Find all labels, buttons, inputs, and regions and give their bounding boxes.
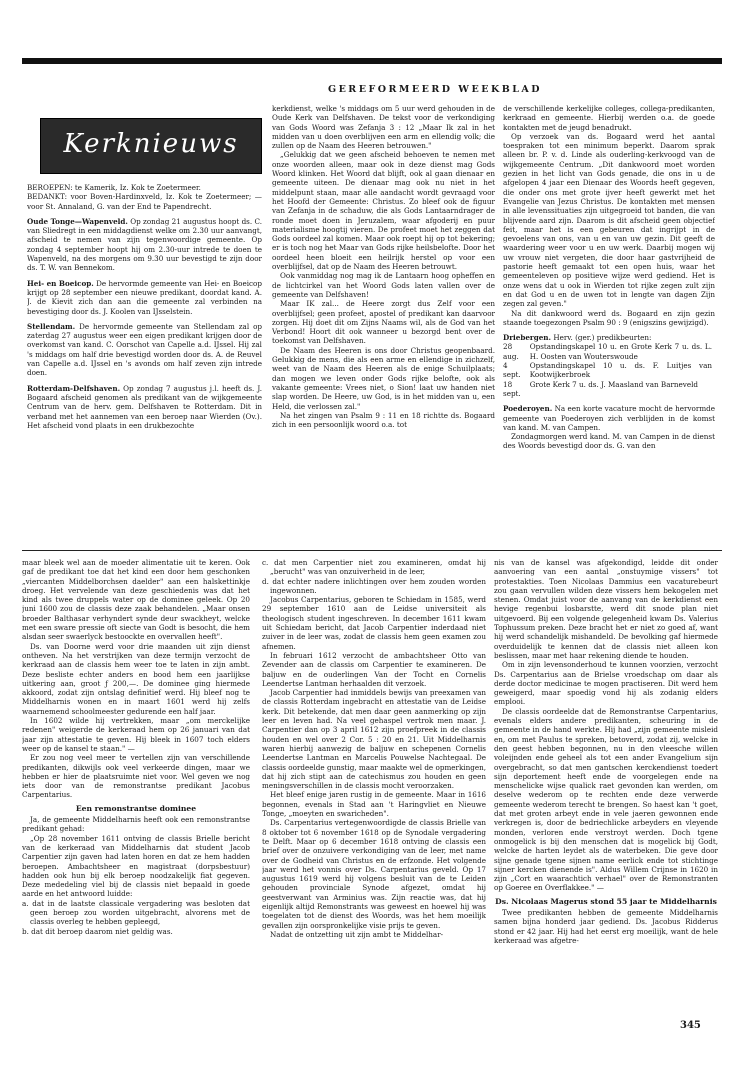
paragraph: Jacobus Carpentarius, geboren te Schiedam in 1585, werd 29 september 1610 aan de Leidse universiteit als theologisch student ingeschreven. In december 1611 kwam uit Schiedam bericht, dat Jacob Carpentier inderdaad niet zuiver in de leer was, zodat de classis hem geen examen zou afnemen. — [262, 595, 486, 651]
running-head: GEREFORMEERD WEEKBLAD — [327, 84, 543, 95]
paragraph: Op verzoek van ds. Bogaard werd het aantal toespraken tot een minimum beperkt. Daarom sprak alleen br. P. v. d. Linde als ouderling-kerkvoogd van de wijkgemeente Centrum. „Dit dankwoord moet worden gezien in het licht van Gods genade, die ons in u de afgelopen 4 jaar een Dienaar des Woords heeft gegeven, die onder ons met grote ijver heeft gewerkt met het Evangelie van Jezus Christus. De kontakten met mensen in alle levenssituaties zijn uitgegroeid tot banden, die van blijvende aard zijn. Daarom is dit afscheid geen objectief feit, maar het is een gebeuren dat ingrijpt in de gevoelens van ons, van u en van uw gezin. Dit geeft de waardering weer voor u en uw werk. Daarbij mogen wij uw vrouw niet vergeten, die door haar gastvrijheid de pastorie heeft gemaakt tot een open huis, waar het gemeenteleven op positieve wijze werd gediend. Het is onze wens dat u ook in Wierden tot rijke zegen zult zijn en dat God u en de uwen tot in lengte van dagen Zijn zegen zal geven." — [503, 131, 715, 309]
lead-rotterdam: Rotterdam-Delfshaven. — [27, 383, 121, 393]
bedankt: BEDANKT: voor Boven-Hardinxveld, Iz. Kok te Zoetermeer; — voor St. Annaland, G. van der End te Papendrecht. — [27, 192, 262, 211]
text-rotterdam: Op zondag 7 augustus j.l. heeft ds. J. Bogaard afscheid genomen als predikant van de wijkgemeente Centrum van de herv. gem. Delfshaven te Rotterdam. Dit in verband met het aannemen van een beroep naar Wierden (Ov.). Het afscheid vond plaats in een drukbezochte — [27, 383, 262, 430]
text-poederoyen: Na een korte vacature mocht de hervormde gemeente van Poederoyen zich verblijden in de komst van kand. M. van Campen. — [503, 404, 715, 432]
paragraph: Er zou nog veel meer te vertellen zijn van verschillende predikanten, dikwijls ook veel verkeerde dingen, maar we hebben er hier de plaatsruimte niet voor. Wel geven we nog iets door van de remonstrantse predikant Jacobus Carpentarius. — [22, 753, 250, 800]
paragraph: Na het zingen van Psalm 9 : 11 en 18 richtte ds. Bogaard zich in een persoonlijk woord o.a. tot — [272, 410, 495, 430]
paragraph: maar bleek wel aan de moeder alimentatie uit te keren. Ook gaf de predikant toe dat het kind een door hem geschonken „viercanten Middelborchsen daelder" aan een halskettinkje droeg. Het vervelende van deze geschiedenis was dat het kind als twee druppels water op de dominee geleek. Op 20 juni 1600 zou de classis deze zaak behandelen. „Maar onsen broeder Balthasar verhyndert synde deur swackheyt, welcke met een sware pressie oft siecte van Godt is besocht, die hem alsdan seer swaerlyck bestoockte en overvallen heeft". — [22, 558, 250, 642]
item-rotterdam — [27, 384, 262, 430]
preaching-schedule — [503, 342, 715, 398]
lead-driebergen: Driebergen. — [503, 333, 552, 343]
schedule-row — [503, 380, 715, 399]
item-hei-boeicop — [27, 279, 262, 316]
item-stellendam — [27, 322, 262, 378]
top-rule — [22, 58, 722, 64]
list-item: b. dat dit beroep daarom niet geldig was. — [22, 926, 173, 936]
list-item: a. dat in de laatste classicale vergadering was besloten dat geen beroep zou worden uitgebracht, alvorens met de classis overleg te hebben gepleegd, — [22, 898, 250, 927]
paragraph: Ja, de gemeente Middelharnis heeft ook een remonstrantse predikant gehad: — [22, 815, 250, 834]
paragraph: „Op 28 november 1611 ontving de classis Brielle bericht van de kerkeraad van Middelharnis dat student Jacob Carpentier zijn gaven had laten horen en dat ze hem hadden beroepen. Ambachtsheer en magistraat (dorpsbestuur) hadden ook hun bij elk beroep noodzakelijk fiat gegeven. Deze mededeling viel bij de classis niet bepaald in goede aarde en het antwoord luidde: — [22, 833, 250, 899]
column-5 — [262, 558, 486, 1018]
schedule-text: Opstandingskapel 10 u. en Grote Kerk 7 u. ds. L. H. Oosten van Wouterswoude — [529, 342, 712, 361]
text-stellendam: De hervormde gemeente van Stellendam zal op zaterdag 27 augustus weer een eigen predikant krijgen door de overkomst van kand. C. Oorschot van Capelle a.d. IJssel. Hij zal 's middags om half drie bevestigd worden door ds. A. de Reuvel van Capelle a.d. IJssel en 's avonds om half zeven zijn intrede doen. — [27, 321, 262, 378]
paragraph: Om in zijn levensonderhoud te kunnen voorzien, verzocht Ds. Carpentarius aan de Brielse vroedschap om daar als derde doctor medicinae te mogen practiseren. Dit werd hem geweigerd, maar spoedig vond hij als zodanig elders emplooi. — [494, 660, 718, 707]
paragraph: In 1602 wilde hij vertrekken, maar „om merckelijke redenen" weigerde de kerkeraad hem op 26 januari van dat jaar zijn attestatie te geven. Hij bleek in 1607 toch elders weer op de kansel te staan." — — [22, 716, 250, 753]
subheading-magerus: Ds. Nicolaas Magerus stond 55 jaar te Middelharnis — [495, 896, 717, 906]
paragraph: de verschillende kerkelijke colleges, collega-predikanten, kerkraad en gemeente. Hierbij werden o.a. de goede kontakten met de jeugd benadrukt. — [503, 104, 715, 132]
paragraph: Twee predikanten hebben de gemeente Middelharnis samen bijna honderd jaar gediend. Ds. Jacobus Ridderus stond er 42 jaar. Hij had het eerst erg moeilijk, want de hele kerkeraad was afgetre- — [494, 907, 718, 945]
schedule-date: 4 sept. — [503, 361, 521, 380]
lead-poederoyen: Poederoyen. — [503, 404, 553, 414]
paragraph: Ds. Carpentarius vertegenwoordigde de classis Brielle van 8 oktober tot 6 november 1618 op de Synodale vergadering te Delft. Maar op 6 december 1618 ontving de classis een brief over de onzuivere verkondiging van de leer, met name over de Godheid van Christus en de erfzonde. Het volgende jaar werd het vonnis over Ds. Carpentarius geveld. Op 17 augustus 1619 werd hij volgens besluit van de te Leiden gehouden provinciale Synode afgezet, omdat hij geestverwant van Arminius was. Zijn reactie was, dat hij eigenlijk altijd Remonstrants was geweest en hoewel hij was toegelaten tot de dienst des Woords, was het hem moeilijk gevallen zijn oorspronkelijke visie prijs te geven. — [262, 818, 486, 930]
paragraph: Zondagmorgen werd kand. M. van Campen in de dienst des Woords bevestigd door ds. G. van den — [503, 432, 715, 451]
list-item: d. dat echter nadere inlichtingen over hem zouden worden ingewonnen. — [262, 576, 486, 595]
paragraph: In februari 1612 verzocht de ambachtsheer Otto van Zevender aan de classis om Carpentier te examineren. De baljuw en de ouderlingen Van der Tocht en Cornelis Leendertse Lantman herhaalden dit verzoek. — [262, 650, 486, 688]
beroepen: BEROEPEN: te Kamerik, Iz. Kok te Zoetermeer. — [27, 183, 201, 192]
schedule-row — [503, 361, 715, 380]
subheading-remonstrant: Een remonstrantse dominee — [75, 803, 197, 813]
paragraph: Maar IK zal... de Heere zorgt dus Zelf voor een overblijfsel; geen profeet, apostel of predikant kan daarvoor zorgen. Hij doet dit om Zijns Naams wil, als de God van het Verbond! Hoort dit ook wanneer u bezorgd bent over de toekomst van Delfshaven. — [272, 299, 495, 346]
kerknieuws-banner — [40, 118, 262, 174]
banner-title: Kerknieuws — [63, 129, 239, 159]
column-1 — [27, 183, 262, 545]
item-poederoyen — [503, 404, 715, 432]
text-hei-boeicop: De hervormde gemeente van Hei- en Boeicop krijgt op 28 september een nieuwe predikant, doordat kand. A. J. de Kievit zich dan aan die gemeente zal verbinden na bevestiging door ds. J. Koolen van IJsselstein. — [27, 278, 262, 316]
column-2 — [272, 104, 495, 545]
paragraph: De classis oordeelde dat de Remonstrantse Carpentarius, evenals elders andere predikanten, scheuring in de gemeente in de hand werkte. Hij had „zijn gemeente misleid en, om met Paulus te spreken, betoverd, zodat zij, welcke in den geest hebben begonnen, nu in den vleesche willen voleijnden ende geheel als tot een ander Evangelium sijn overgebracht, so dat men gantschen kerckendienst toedert sijn deportement heeft ende de voorgelegen ende na menschelicke wijse qualick raet gevonden kan werden, om deselve wederom op te rechten ende deze verwerde gemeente wederom terecht te brengen. So haest kan 't goet, dat met groten arbeyt ende in vele jaeren gewonnen ende verkregen is, door de bedriechlicke arbeyders en vleyende monden, verloren ende verstroyt werden. Doch tgene onmogelick is bij den menschen dat is mogelick bij Godt, welcke de harten leydet als de waterbeken. Die geve door sijne genade tgene sijnen name eerlick ende tot stichtinge sijner kercken dienende is". Aldus Willem Crijnse in 1620 in zijn „Cort en waarachtich verhael" over de Remonstranten op Goeree en Overflakkee." — — [494, 706, 718, 893]
section-divider — [22, 550, 722, 551]
lead-stellendam: Stellendam. — [27, 321, 76, 331]
column-6 — [494, 558, 718, 1018]
paragraph: kerkdienst, welke 's middags om 5 uur werd gehouden in de Oude Kerk van Delfshaven. De tekst voor de verkondiging van Gods Woord was Zefanja 3 : 12 „Maar Ik zal in het midden van u doen overblijven een arm en ellendig volk; die zullen op de Naam des Heeren betrouwen." — [272, 104, 495, 151]
column-3 — [503, 104, 715, 545]
column-4 — [22, 558, 250, 1018]
paragraph: nis van de kansel was afgekondigd, leidde dit onder aanvoering van een aantal „onstuymige vissers" tot protestakties. Toen Nicolaas Dammius een vacaturebeurt zou gaan vervullen wilden deze vissers hem bekogelen met stenen. Omdat juist voor de aanvang van de kerkdienst een hevige regenbui losbarstte, werd dit snode plan niet uitgevoerd. Bij een volgende gelegenheid kwam Ds. Valerius Tophussum preken. Deze bracht het er niet zo goed af, want hij werd schandelijk mishandeld. De bevolking gaf hiermede overduidelijk te kennen dat de classis niet alleen kon beslissen, maar met haar rekening diende te houden. — [494, 558, 718, 660]
lead-oude-tonge: Oude Tonge—Wapenveld. — [27, 216, 128, 226]
text-oude-tonge: Op zondag 21 augustus hoopt ds. C. van Sliedregt in een middagdienst welke om 2.30 uur aanvangt, afscheid te nemen van zijn tegenwoordige gemeente. Op zondag 4 september hoopt hij om 2.30-uur intrede te doen te Wapenveld, na des morgens om 9.30 uur bevestigd te zijn door ds. T. W. van Bennekom. — [27, 216, 262, 273]
list-item: c. dat men Carpentier niet zou examineren, omdat hij „berucht" was van onzuiverheid in de leer, — [262, 558, 486, 577]
page-number: 345 — [680, 1020, 701, 1031]
item-driebergen — [503, 333, 715, 342]
paragraph: Het bleef enige jaren rustig in de gemeente. Maar in 1616 begonnen, evenals in Stad aan 't Haringvliet en Nieuwe Tonge, „moeyten en swaricheden". — [262, 790, 486, 819]
text-driebergen: Herv. (ger.) predikbeurten: — [551, 333, 652, 343]
schedule-date: 28 aug. — [503, 342, 519, 361]
item-oude-tonge — [27, 217, 262, 273]
schedule-date: 18 sept. — [503, 379, 521, 398]
paragraph: Ds. van Doorne werd voor drie maanden uit zijn dienst ontheven. Na het verstrijken van deze termijn verzocht de kerkraad aan de classis hem weer toe te laten in zijn ambt. Deze besliste echter anders en bood hem een jaarlijkse uitkering aan, groot ƒ 200,—. De dominee ging hiermede akkoord, zodat zijn ontslag definitief werd. Hij bleef nog te Middelharnis wonen en in maart 1601 werd hij zelfs waarnemend schoolmeester gedurende een half jaar. — [22, 641, 250, 716]
paragraph: Jacob Carpentier had inmiddels bewijs van preexamen van de classis Rotterdam ingebracht en attestatie van de Leidse kerk. Dit betekende, dat men daar geen aanmerking op zijn leer en leven had. Na veel gehaspel vertrok men maar. J. Carpentier dan op 3 april 1612 zijn proefpreek in de classis houden en wel over 2 Cor. 5 : 20 en 21. Uit Middelharnis waren hierbij aanwezig de baljuw en schepenen Cornelis Leendertse Lantman en Marcelis Pouwelse Nachtegaal. De classis oordeelde gunstig, maar maakte wel de opmerkingen, dat hij zich stipt aan de catechismus zou houden en geen meningsverschillen in de classis mocht veroorzaken. — [262, 688, 486, 791]
schedule-row — [503, 342, 715, 361]
schedule-text: Opstandingskapel 10 u. ds. F. Luitjes van Kootwijkerbroek — [529, 361, 712, 380]
lead-hei-boeicop: Hei- en Boeicop. — [27, 278, 94, 288]
paragraph: Ook vanmiddag nog mag ik de Lantaarn hoog opheffen en de lichtcirkel van het Woord Gods laten vallen over de gemeente van Delfshaven! — [272, 271, 495, 299]
paragraph: Na dit dankwoord werd ds. Bogaard en zijn gezin staande toegezongen Psalm 90 : 9 (enigszins gewijzigd). — [503, 308, 715, 327]
paragraph: „Gelukkig dat we geen afscheid behoeven te nemen met onze woorden alleen, maar ook in deze dienst mag Gods Woord klinken. Het Woord dat blijft, ook al gaan dienaar en gemeente uiteen. De dienaar mag ook nu niet in het middelpunt staan, maar alle aandacht wordt gevraagd voor het Hoofd der Gemeente: Christus. Zo bleef ook de figuur van Zefanja in de schaduw, die als Gods Lantaarndrager de ronde moet doen in Jeruzalem, waar afgoderij en puur materialisme hoogtij vieren. De profeet moet het zeggen dat Gods oordeel zal komen. Maar ook roept hij op tot bekering; er is toch nog het Maar van Gods rijke heilsbelofte. Door het oordeel heen bloeit een heilrijk herstel op voor een overblijfsel, dat op de Naam des Heeren betrouwt. — [272, 150, 495, 272]
schedule-text: Grote Kerk 7 u. ds. J. Maasland van Barneveld — [529, 379, 699, 389]
paragraph: De Naam des Heeren is ons door Christus geopenbaard. Gelukkig de mens, die als een arme en ellendige in zichzelf, weet van de Naam des Heeren als de enige Schuilplaats; dan mogen we leven onder Gods rijke belofte, ook als vakante gemeente: Vrees niet, o Sion! laat uw handen niet slap worden. De Heere, uw God, is in het midden van u, een Held, die verlossen zal." — [272, 345, 495, 411]
paragraph: Nadat de ontzetting uit zijn ambt te Middelhar- — [270, 929, 444, 939]
